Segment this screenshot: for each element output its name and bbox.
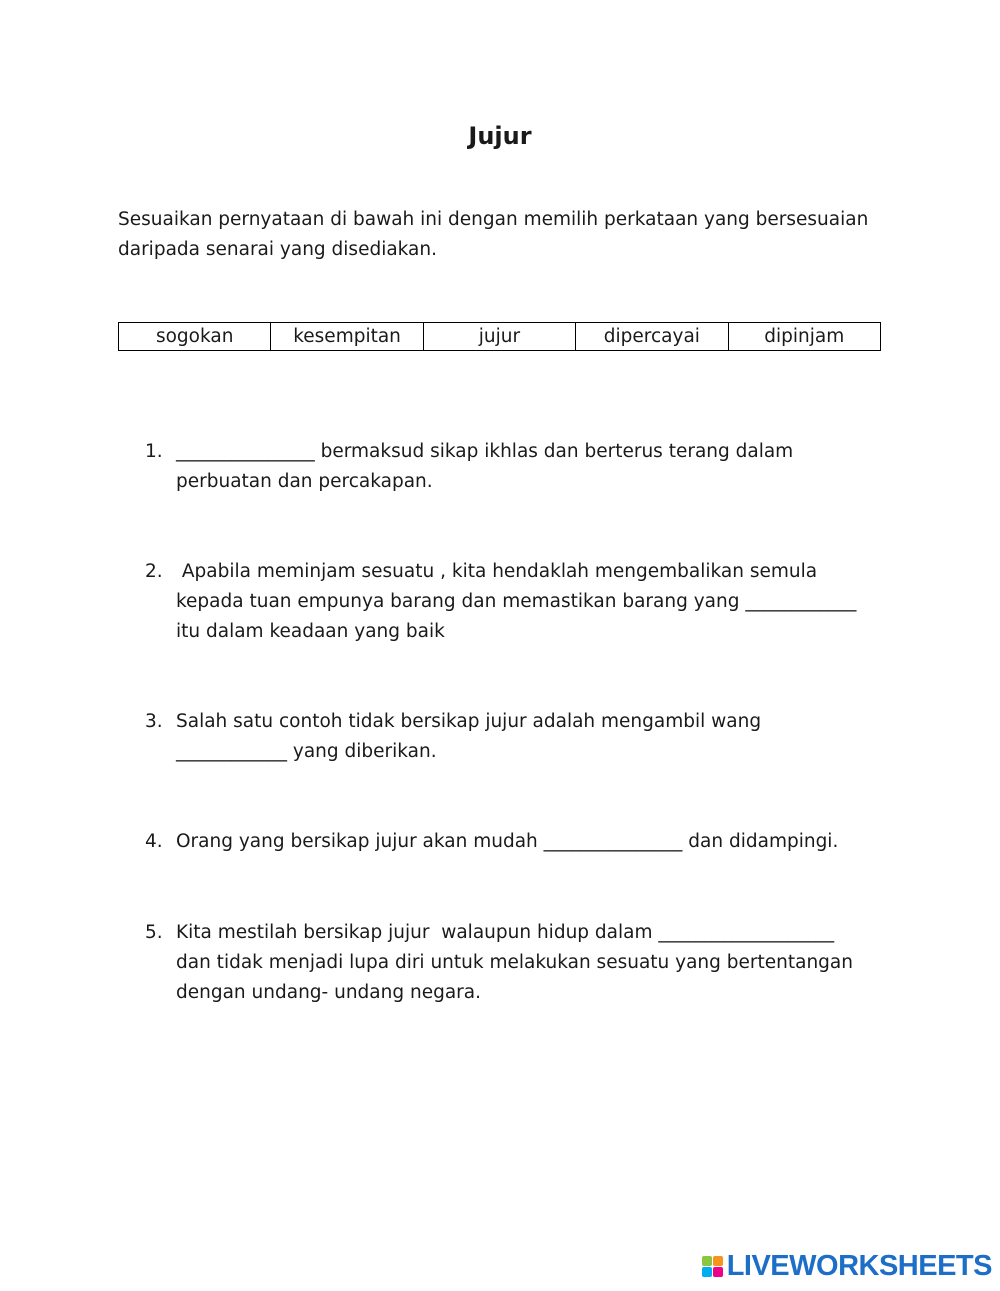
word-bank-word: sogokan [119,323,271,351]
question-text [176,557,916,647]
word-bank-word: jujur [423,323,575,351]
question-line: Kita mestilah bersikap jujur walaupun hidup dalam ___________________ [176,922,835,943]
logo-block [702,1267,712,1277]
word-bank-table [118,322,881,351]
question-line: itu dalam keadaan yang baik [176,621,445,642]
logo-block [702,1256,712,1266]
question-line: dan tidak menjadi lupa diri untuk melakukan sesuatu yang bertentangan [176,952,853,973]
liveworksheets-logo-icon [702,1256,723,1277]
instructions-line-2: daripada senarai yang disediakan. [118,239,437,260]
page-title: Jujur [468,122,532,150]
instructions-line-1: Sesuaikan pernyataan di bawah ini dengan memilih perkataan yang bersesuaian [118,209,869,230]
logo-block [713,1267,723,1277]
instructions [118,205,888,265]
word-bank-word: dipercayai [576,323,728,351]
question-text [176,707,916,767]
brand-name: LIVEWORKSHEETS [726,1250,992,1282]
word-bank-word: dipinjam [728,323,880,351]
question-line: Apabila meminjam sesuatu , kita hendaklah mengembalikan semula [176,561,818,582]
question-text [176,827,916,857]
question-line: dengan undang- undang negara. [176,982,481,1003]
liveworksheets-brand [702,1251,992,1281]
word-bank-row [119,323,881,351]
question-number: 5. [145,922,163,943]
question-number: 4. [145,831,163,852]
question-number: 3. [145,711,163,732]
question-text [176,437,916,497]
question-number: 2. [145,561,163,582]
logo-block [713,1256,723,1266]
question-line: Orang yang bersikap jujur akan mudah _______________ dan didampingi. [176,831,839,852]
question-line: perbuatan dan percakapan. [176,471,433,492]
question-line: Salah satu contoh tidak bersikap jujur adalah mengambil wang [176,711,762,732]
question-number: 1. [145,441,163,462]
question-text [176,918,916,1008]
question-line: kepada tuan empunya barang dan memastikan barang yang ____________ [176,591,857,612]
question-line: ____________ yang diberikan. [176,741,437,762]
question-line: _______________ bermaksud sikap ikhlas dan berterus terang dalam [176,441,794,462]
word-bank-word: kesempitan [271,323,423,351]
